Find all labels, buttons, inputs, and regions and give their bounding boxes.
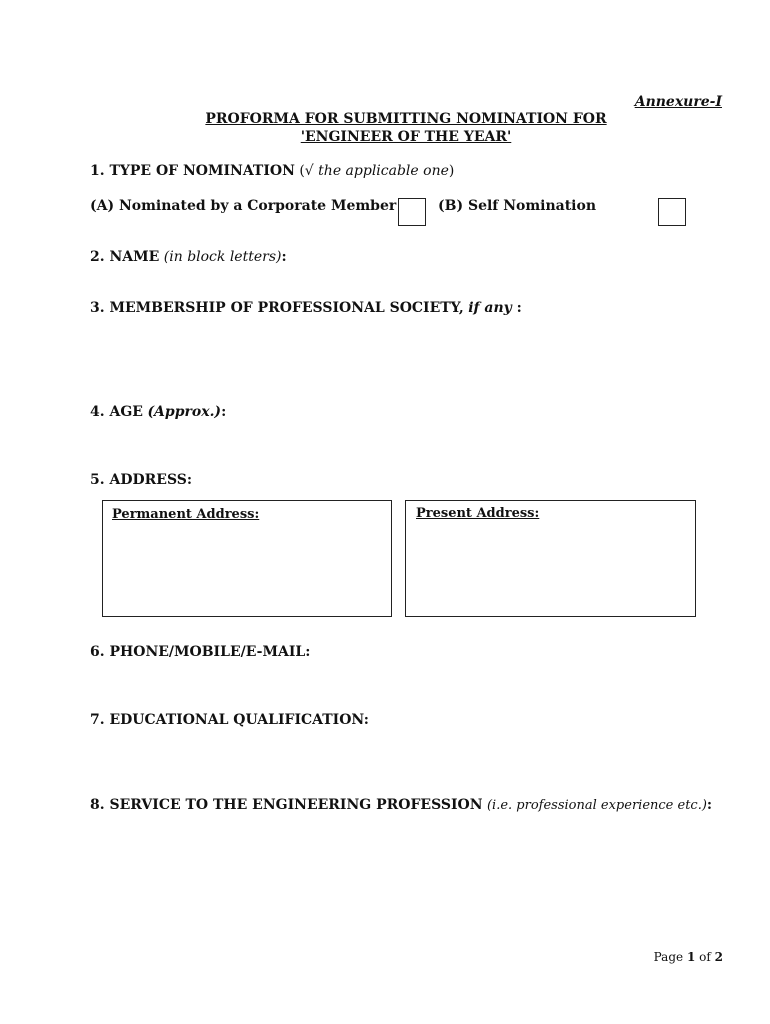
membership-colon: : [511,300,522,316]
membership-hint: if any [468,300,512,316]
age-hint: (Approx.) [147,404,222,420]
option-b-checkbox[interactable] [658,198,686,226]
permanent-address-box[interactable] [102,500,392,617]
name-field-label [90,249,287,265]
address-label: 5. ADDRESS: [90,472,193,488]
page-word: Page [653,950,684,964]
membership-label: 3. MEMBERSHIP OF PROFESSIONAL SOCIETY, [90,300,464,316]
of-word: of [699,950,711,964]
hint-open: (√ [299,163,319,179]
service-colon: : [706,797,713,813]
form-title-line1: PROFORMA FOR SUBMITTING NOMINATION FOR [205,111,607,127]
option-b-label: (B) Self Nomination [438,198,597,214]
service-field-label [90,797,712,813]
phone-field-label: 6. PHONE/MOBILE/E-MAIL: [90,644,311,660]
education-field-label: 7. EDUCATIONAL QUALIFICATION: [90,712,369,728]
type-of-nomination-label: 1. TYPE OF NOMINATION [90,163,295,179]
type-of-nomination-heading [90,163,454,179]
service-label: 8. SERVICE TO THE ENGINEERING PROFESSION [90,797,483,813]
page-current: 1 [686,950,696,964]
form-title-line2: 'ENGINEER OF THE YEAR' [300,129,512,145]
hint-text: the applicable one [318,163,449,179]
option-a-checkbox[interactable] [398,198,426,226]
name-hint: (in block letters) [163,249,282,265]
service-hint: (i.e. professional experience etc.) [486,798,707,813]
permanent-address-label: Permanent Address: [112,507,260,522]
membership-field-label [90,300,522,316]
option-a-label: (A) Nominated by a Corporate Member [90,198,397,214]
age-label: 4. AGE [90,404,143,420]
present-address-label: Present Address: [416,506,540,521]
present-address-box[interactable] [405,500,696,617]
hint-close: ) [448,163,455,179]
age-colon: : [221,404,227,420]
name-label: 2. NAME [90,249,160,265]
name-colon: : [281,249,287,265]
page-number [654,950,723,964]
annexure-label: Annexure-I [634,94,722,110]
page-total: 2 [714,950,723,964]
age-field-label [90,404,226,420]
